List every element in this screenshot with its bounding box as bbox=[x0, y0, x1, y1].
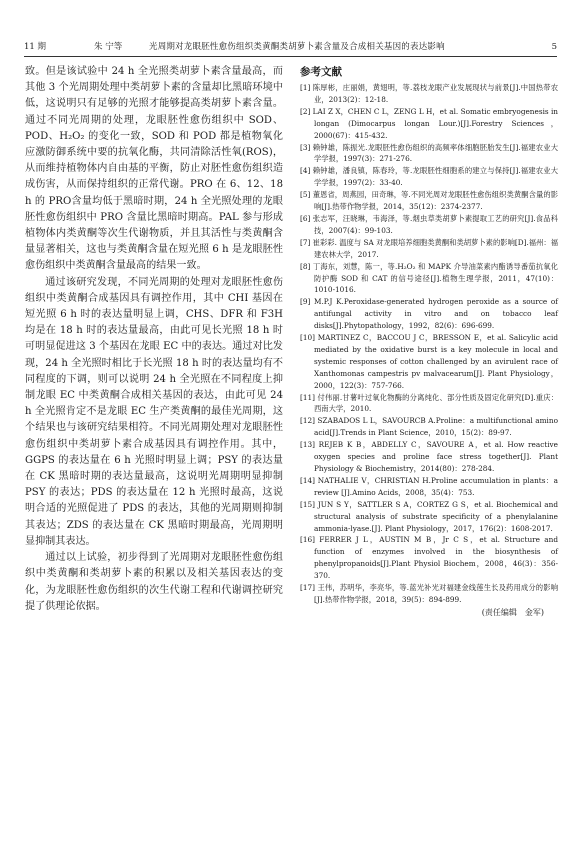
reference-item: [6] 张志军，汪晓琳，韦海泽，等.烟虫草类胡萝卜素提取工艺的研究[J].食品科技，2007(4)：99-103. bbox=[300, 213, 558, 235]
reference-item: [12] SZABADOS L L，SAVOURCB A.Proline：a multifunctional amino acid[J].Trends in Plant Science，2010，15(2)：89-97. bbox=[300, 416, 558, 438]
reference-item: [16] FERRER J L，AUSTIN M B，Jr C S，et al. Structure and function of enzymes involved in the biosynthesis of phenylpropanoids[J].Plant Physiol Biochem，2008，46(3)：356-370. bbox=[300, 535, 558, 581]
body-paragraph-conclusion: 通过以上试验，初步得到了光周期对龙眼胚性愈伤组织中类黄酮和类胡萝卜素的积累以及相关基因表达的变化，为龙眼胚性愈伤组织的次生代谢工程和代谢调控研究提了供理论依据。 bbox=[25, 552, 283, 612]
header-rule bbox=[24, 56, 557, 57]
reference-item: [5] 董恩省，周燕园，田奇琳，等.不同光周对龙眼胚性愈伤组织类黄酮含量的影响[J].热带作物学报，2014，35(12)：2374-2377. bbox=[300, 190, 558, 212]
body-column bbox=[25, 64, 283, 615]
reference-item: [2] LAI Z X，CHEN C L，ZENG L H，et al. Somatic embryogenesis in longan (Dimocarpus longan Lour.)[J].Forestry Sciences，2000(67)：415-432. bbox=[300, 106, 558, 140]
issue-number: 11 期 bbox=[24, 42, 47, 52]
reference-item: [8] 丁海东，刘慧，陈一，等.H₂O₂ 和 MAPK 介导油菜素内酯诱导番茄抗氧化防护酶 SOD 和 CAT 的信号途径[J].植物生理学报，2011，47(10)：1010-1016. bbox=[300, 261, 558, 295]
reference-item: [4] 赖钟雄，潘良镇，陈春玲，等.龙眼胚性细胞系的建立与保持[J].福建农业大学学报，1997(2)：33-40. bbox=[300, 166, 558, 188]
reference-item: [14] NATHALIE V，CHRISTIAN H.Proline accumulation in plants：a review [J].Amino Acids，2008，35(4)：753. bbox=[300, 475, 558, 497]
editor-line: (责任编辑 金军) bbox=[481, 607, 544, 617]
reference-item: [1] 陈厚彬，庄丽娟，黄翅明，等.荔枝龙眼产业发展现状与前景[J].中国热带农业，2013(2)：12-18. bbox=[300, 83, 558, 104]
running-authors: 朱 宁等 bbox=[94, 42, 123, 52]
reference-item: [11] 付伟丽.甘薯叶过氧化物酶的分离纯化、部分性质及固定化研究[D].重庆：西南大学，2010. bbox=[300, 392, 558, 414]
references-heading: 参考文献 bbox=[300, 66, 342, 78]
running-title: 光周期对龙眼胚性愈伤组织类黄酮类胡萝卜素含量及合成相关基因的表达影响 bbox=[149, 42, 445, 52]
references-column bbox=[300, 64, 558, 620]
body-paragraph-continued: 致。但是该试验中 24 h 全光照类胡萝卜素含量最高，而其他 3 个光周期处理中类胡萝卜素的含量却比黑暗环境中低，这说明只有足够的光照才能够提高类胡萝卜素含量。通过不同光周期的处理，龙眼胚性愈伤组织中 SOD、POD、H₂O₂ 的变化一致，SOD 和 POD 都是植物氧化应激防御系统中要的抗氧化酶，共同清除活性氧(ROS)，从而维持植物体内自由基的平衡，防止对胚性愈伤组织造成伤害，从而保持组织的正常代谢。PRO 在 6、12、18 h 的 PRO含量均低于黑暗时期，24 h 全光照处理的龙眼胚性愈伤组织中 PRO 含量比黑暗时期高。PAL 参与形成植物体内类黄酮等次生代谢物质，并且其活性与类黄酮含量显著相关，这也与类黄酮含量在短光照 6 h 是龙眼胚性愈伤组织中类黄酮含量最高的结果一致。 bbox=[25, 66, 283, 272]
body-paragraph-gene-expression: 通过该研究发现，不同光周期的处理对龙眼胚性愈伤组织中类黄酮合成基因具有调控作用，其中 CHI 基因在短光照 6 h 时的表达量明显上调，CHS、DFR 和 F3H 均是在 18 h 时的表达量最高，由此可见长光照 18 h 时可明显促进这 3 个基因在龙眼 EC 中的表达。通过对比发现，24 h 全光照时相比于长光照 18 h 时的表达量均有不同程度的下调，则可以说明 24 h 全光照在不同程度上抑制龙眼 EC 中类黄酮合成相关基因的表达，由此可见 24 h 全光照肯定不是龙眼 EC 生产类黄酮的最佳光周期，这个结果也与该研究结果相符。不同光周期处理对龙眼胚性愈伤组织中类胡萝卜素合成基因具有调控作用。其中，GGPS 的表达量在 6 h 光照时明显上调；PSY 的表达量在 CK 黑暗时期的表达量最高，这说明光周期明显抑制 PSY 的表达；PDS 的表达量在 12 h 光照时最高，这说明合适的光照促进了 PDS 的表达，其他的光周期则抑制其表达；ZDS 的表达量在 CK 黑暗时期最高，光周期明显抑制其表达。 bbox=[25, 276, 283, 547]
reference-item: [9] M.P.J K.Peroxidase-generated hydrogen peroxide as a source of antifungal activity in vitro and on tobacco leaf disks[J].Phytopathology，1992，82(6)：696-699. bbox=[300, 297, 558, 331]
page-number: 5 bbox=[551, 42, 557, 52]
reference-item: [7] 崔彩彩. 温度与 SA 对龙眼培养细胞类黄酮和类胡萝卜素的影响[D].福州：福建农林大学，2017. bbox=[300, 237, 558, 259]
reference-item: [15] JUN S Y，SATTLER S A，CORTEZ G S，et al. Biochemical and structural analysis of substrate specificity of a phenylalanine ammonia-lyase.[J]. Plant Physiology，2017，176(2)：1608-2017. bbox=[300, 499, 558, 533]
reference-list bbox=[300, 82, 558, 606]
reference-item: [3] 赖钟雄，陈振光.龙眼胚性愈伤组织的高频率体细胞胚胎发生[J].福建农业大学学报，1997(3)：271-276. bbox=[300, 142, 558, 164]
reference-item: [13] REJEB K B，ABDELLY C，SAVOURE A，et al. How reactive oxygen species and proline face stress together[J]. Plant Physiology & Biochemistry，2014(80)：278-284. bbox=[300, 440, 558, 473]
running-header bbox=[24, 40, 557, 54]
reference-item: [10] MARTINEZ C，BACCOU J C，BRESSON E，et al. Salicylic acid mediated by the oxidative burst is a key molecule in local and systemic responses of cotton challenged by an avirulent race of Xanthomonas campestris pv malvacearum[J]. Plant Physiology，2000，122(3)：757-766. bbox=[300, 333, 558, 390]
reference-item: [17] 王伟，苏明华，李亮华，等.蓝光补光对福建金线莲生长及药用成分的影响[J].热带作物学报，2018，39(5)：894-899. bbox=[300, 583, 558, 604]
